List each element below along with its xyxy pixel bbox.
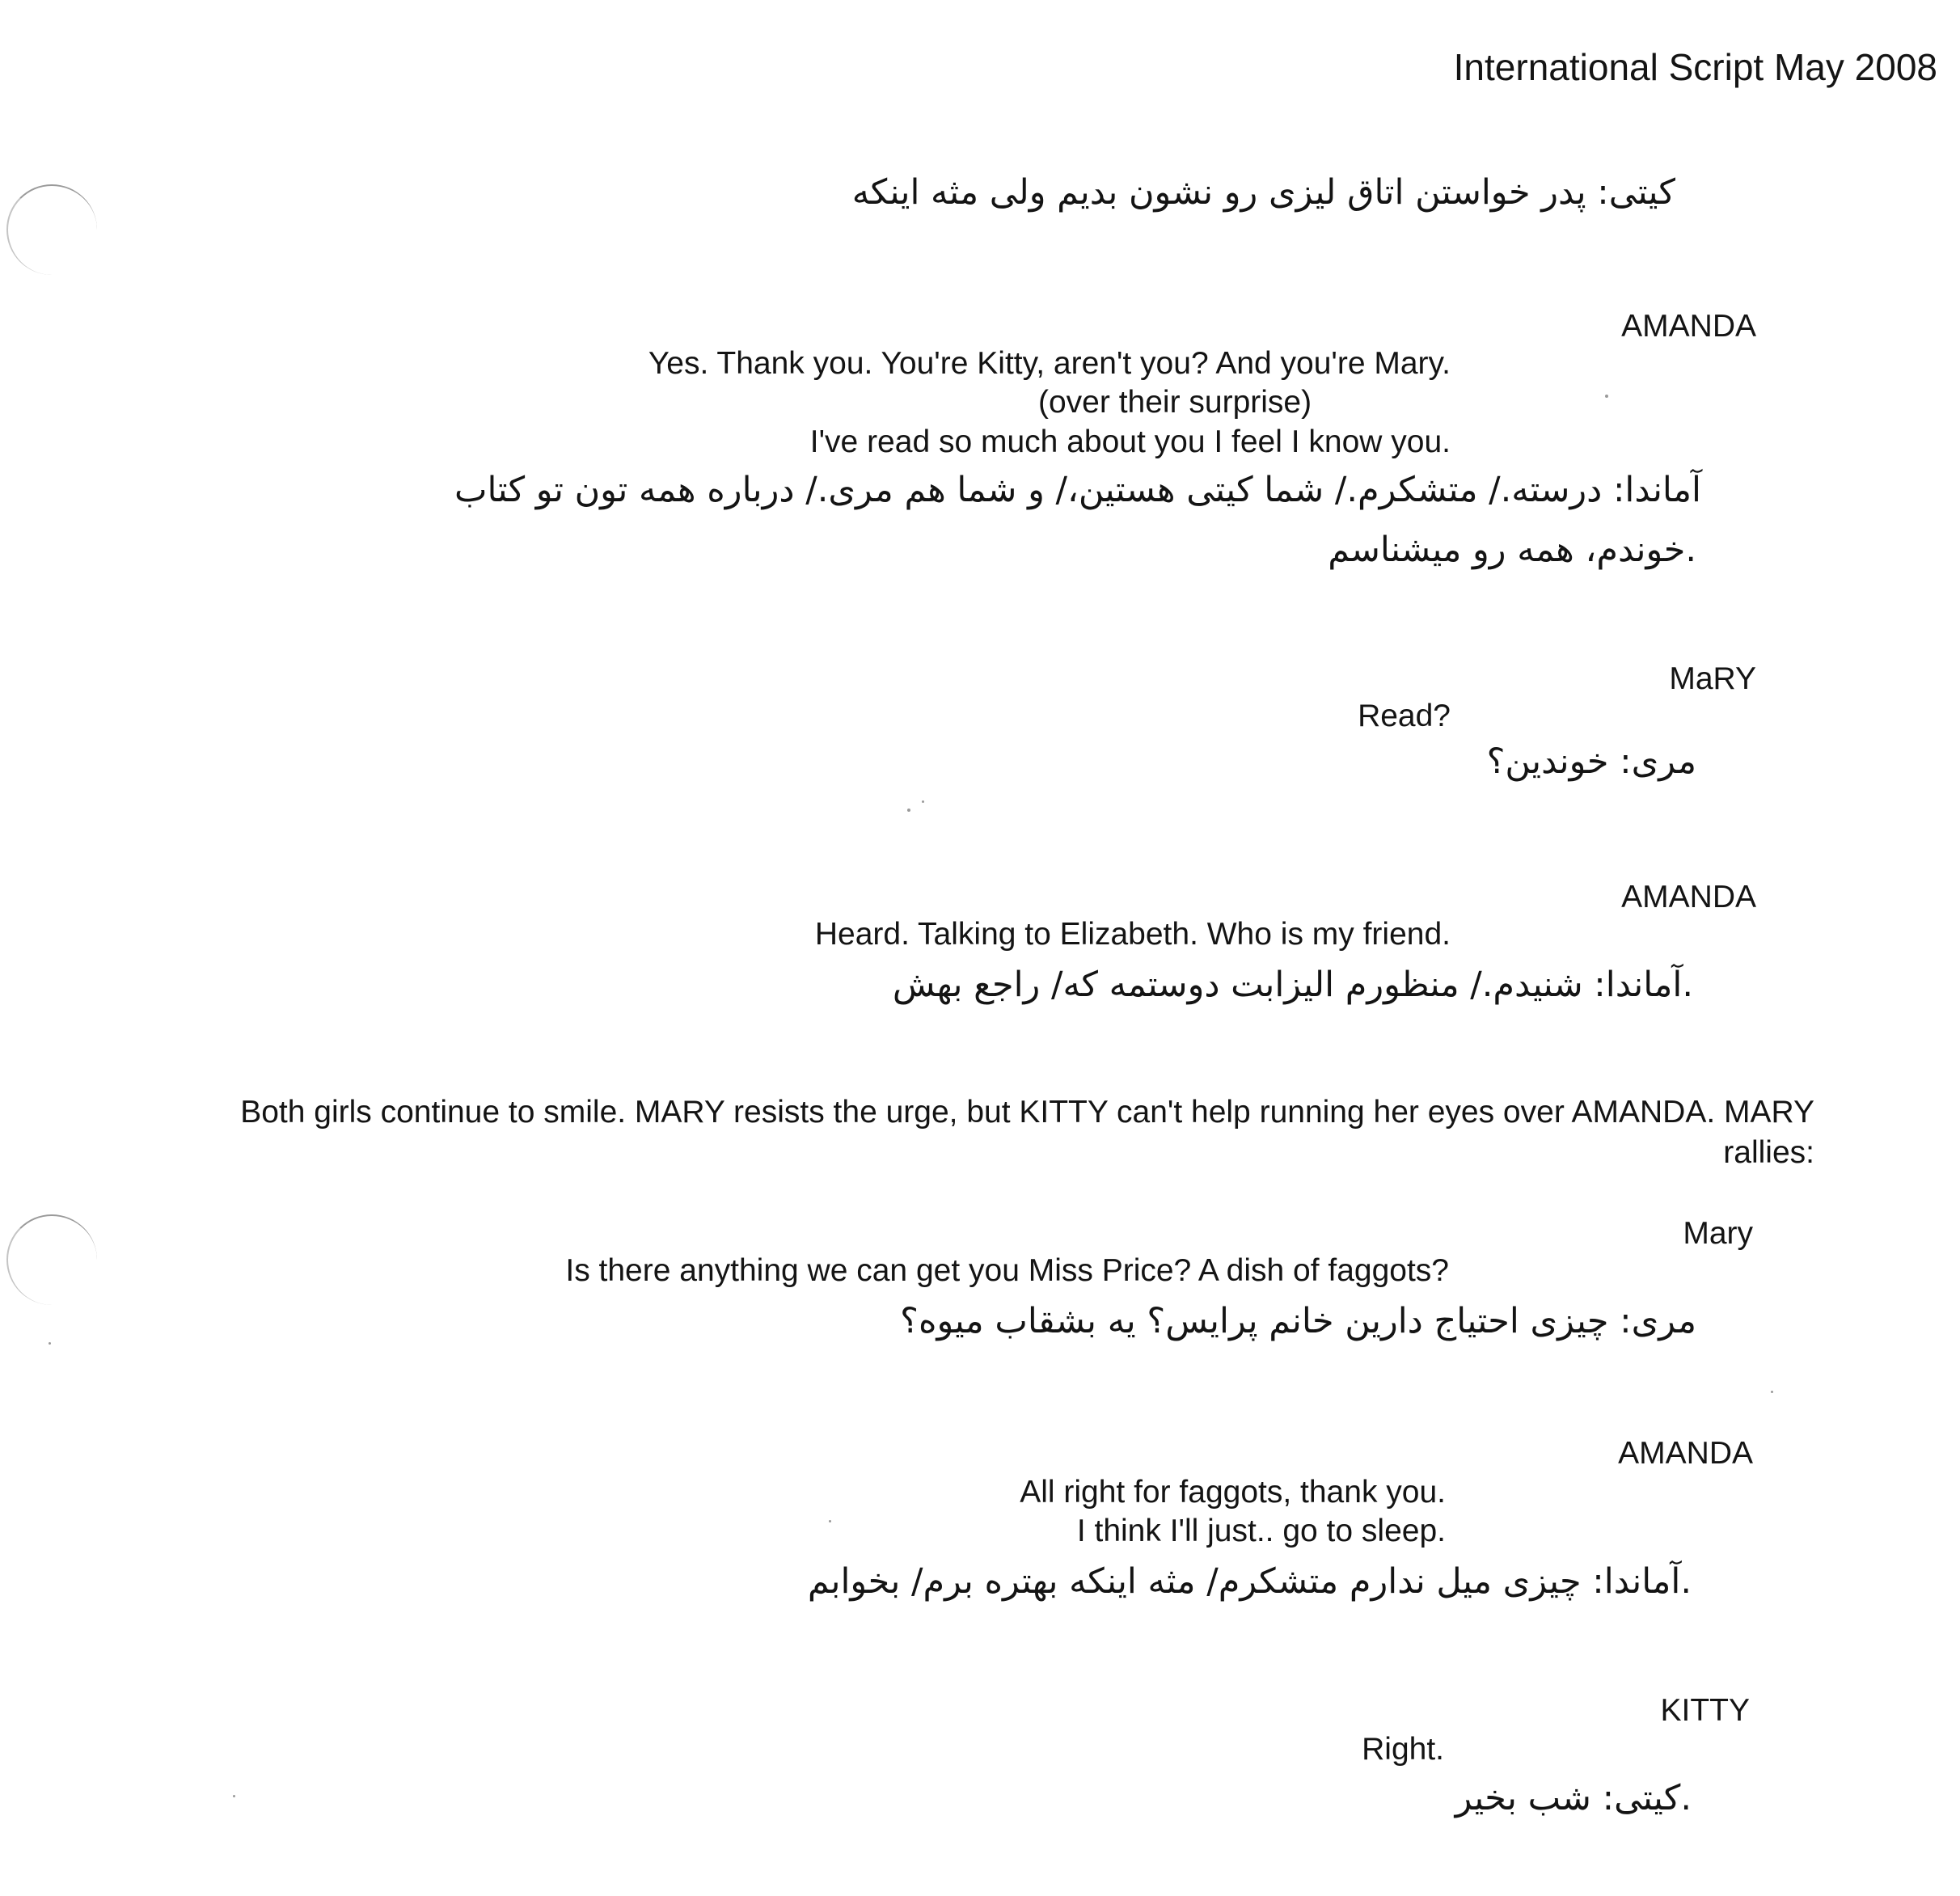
scan-speck bbox=[1605, 395, 1608, 398]
scan-speck bbox=[233, 1795, 235, 1797]
dialogue-line: Read? bbox=[1358, 699, 1451, 733]
dialogue-line: Heard. Talking to Elizabeth. Who is my friend. bbox=[814, 917, 1451, 952]
dialogue-line: Yes. Thank you. You're Kitty, aren't you? And you're Mary. bbox=[648, 346, 1451, 381]
stage-direction: (over their surprise) bbox=[1038, 385, 1312, 420]
scan-speck bbox=[1771, 1391, 1773, 1393]
action-line: Both girls continue to smile. MARY resists the urge, but KITTY can't help running her eyes over AMANDA. MARY bbox=[240, 1095, 1814, 1130]
farsi-line: مری: خوندین؟ bbox=[1486, 741, 1696, 782]
speaker-name: MaRY bbox=[1669, 661, 1756, 696]
scan-speck bbox=[922, 800, 924, 803]
page-header: International Script May 2008 bbox=[1453, 46, 1937, 88]
farsi-line: .خوندم، همه رو میشناسم bbox=[1328, 530, 1696, 570]
scan-speck bbox=[907, 809, 910, 812]
speaker-name: AMANDA bbox=[1621, 309, 1756, 344]
scan-speck bbox=[829, 1520, 831, 1522]
farsi-line: .آماندا: شنیدم./ منظورم الیزابت دوستمه که/ راجع بهش bbox=[892, 965, 1693, 1005]
speaker-name: AMANDA bbox=[1621, 880, 1756, 914]
dialogue-line: Is there anything we can get you Miss Price? A dish of faggots? bbox=[565, 1253, 1449, 1288]
dialogue-line: I think I'll just.. go to sleep. bbox=[1076, 1514, 1446, 1548]
speaker-name: KITTY bbox=[1660, 1693, 1750, 1728]
punch-hole-mark bbox=[6, 184, 97, 275]
dialogue-line: All right for faggots, thank you. bbox=[1020, 1475, 1446, 1510]
dialogue-line: I've read so much about you I feel I know you. bbox=[809, 424, 1451, 459]
farsi-line: .آماندا: چیزی میل ندارم متشکرم/ مثه اینکه بهتره برم/ بخوابم bbox=[807, 1561, 1692, 1602]
farsi-line: مری: چیزی احتیاج دارین خانم پرایس؟ یه بشقاب میوه؟ bbox=[900, 1301, 1696, 1341]
speaker-name: AMANDA bbox=[1618, 1436, 1753, 1471]
farsi-line: کیتی: پدر خواستن اتاق لیزی رو نشون بدیم ولی مثه اینکه bbox=[851, 172, 1675, 213]
farsi-line: .کیتی: شب بخیر bbox=[1455, 1778, 1692, 1818]
speaker-name: Mary bbox=[1683, 1216, 1753, 1251]
scan-speck bbox=[49, 1342, 51, 1345]
punch-hole-mark bbox=[6, 1214, 97, 1305]
action-line: rallies: bbox=[1723, 1135, 1814, 1170]
dialogue-line: Right. bbox=[1362, 1732, 1444, 1767]
farsi-line: آماندا: درسته./ متشکرم./ شما کیتی هستین،/ و شما هم مری./ درباره همه تون تو کتاب bbox=[454, 470, 1701, 510]
